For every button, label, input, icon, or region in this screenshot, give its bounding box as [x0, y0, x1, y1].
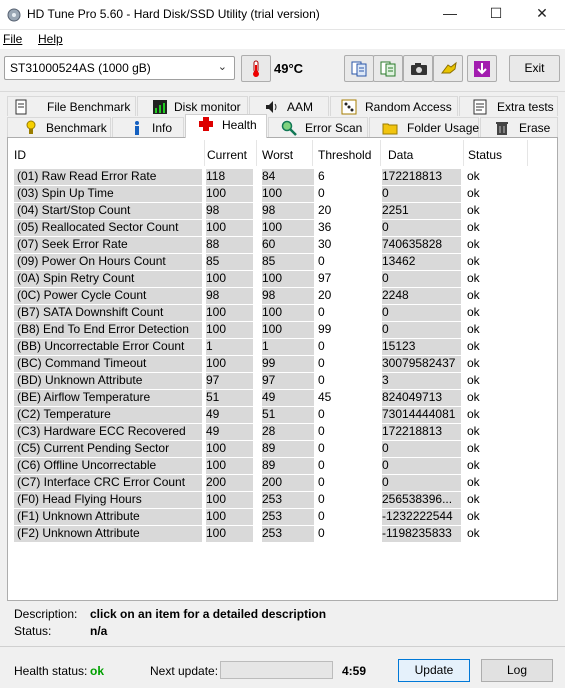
cell-current: 100	[206, 305, 253, 321]
menu-file[interactable]	[3, 32, 22, 46]
cell-current: 51	[206, 390, 253, 406]
cell-data: 30079582437	[382, 356, 461, 372]
cell-data: 0	[382, 305, 461, 321]
cell-worst: 100	[262, 305, 314, 321]
cell-worst: 60	[262, 237, 314, 253]
header-current[interactable]: Current	[207, 148, 248, 162]
copy-info-button[interactable]	[344, 55, 374, 82]
cell-data: 0	[382, 441, 461, 457]
cell-status: ok	[467, 339, 480, 353]
tab-label: Folder Usage	[407, 121, 480, 135]
cell-threshold: 0	[318, 526, 325, 540]
table-row[interactable]	[8, 253, 557, 270]
table-row[interactable]	[8, 372, 557, 389]
save-icon	[473, 60, 491, 78]
cell-data: 824049713	[382, 390, 461, 406]
cell-status: ok	[467, 390, 480, 404]
cell-worst: 89	[262, 458, 314, 474]
cell-current: 100	[206, 220, 253, 236]
table-row[interactable]	[8, 491, 557, 508]
cell-id: (B7) SATA Downshift Count	[14, 305, 202, 321]
cell-worst: 253	[262, 492, 314, 508]
cell-threshold: 30	[318, 237, 332, 251]
temperature-value: 49°C	[274, 61, 304, 76]
cell-status: ok	[467, 322, 480, 336]
cell-data: 256538396...	[382, 492, 461, 508]
benchmark-icon	[23, 120, 39, 136]
cell-status: ok	[467, 356, 480, 370]
cell-status: ok	[467, 237, 480, 251]
cell-status: ok	[467, 492, 480, 506]
cell-worst: 99	[262, 356, 314, 372]
disk-monitor-icon	[152, 99, 168, 115]
cell-status: ok	[467, 220, 480, 234]
screenshot-button[interactable]	[403, 55, 433, 82]
description-label: Description:	[14, 607, 78, 621]
cell-status: ok	[467, 458, 480, 472]
drive-select[interactable]	[4, 56, 235, 80]
cell-threshold: 0	[318, 458, 325, 472]
random-access-icon	[341, 99, 357, 115]
cell-id: (B8) End To End Error Detection	[14, 322, 202, 338]
cell-data: -1232222544	[382, 509, 461, 525]
cell-data: 73014444081	[382, 407, 461, 423]
exit-button[interactable]: Exit	[509, 55, 560, 82]
cell-data: 3	[382, 373, 461, 389]
tab-label: Info	[152, 121, 173, 135]
close-button[interactable]: ✕	[536, 5, 548, 21]
status-label: Status:	[14, 624, 52, 638]
cell-worst: 100	[262, 220, 314, 236]
cell-status: ok	[467, 186, 480, 200]
cell-threshold: 0	[318, 407, 325, 421]
cell-id: (C2) Temperature	[14, 407, 202, 423]
cell-threshold: 0	[318, 339, 325, 353]
cell-worst: 98	[262, 203, 314, 219]
cell-current: 100	[206, 322, 253, 338]
cell-threshold: 0	[318, 475, 325, 489]
cell-threshold: 36	[318, 220, 332, 234]
file-benchmark-icon	[13, 99, 29, 115]
table-row[interactable]	[8, 168, 557, 185]
app-icon	[7, 8, 21, 22]
cell-id: (BB) Uncorrectable Error Count	[14, 339, 202, 355]
cell-threshold: 0	[318, 424, 325, 438]
table-row[interactable]	[8, 270, 557, 287]
table-row[interactable]	[8, 525, 557, 542]
cell-threshold: 0	[318, 492, 325, 506]
cell-data: 2251	[382, 203, 461, 219]
table-header	[8, 138, 557, 168]
copy-text-icon	[380, 61, 398, 77]
cell-threshold: 0	[318, 356, 325, 370]
header-data[interactable]: Data	[388, 148, 414, 162]
cell-current: 100	[206, 509, 253, 525]
table-row[interactable]	[8, 440, 557, 457]
cell-data: -1198235833	[382, 526, 461, 542]
column-divider	[463, 140, 464, 166]
speaker-icon	[264, 99, 280, 115]
menu-help-label: Help	[38, 32, 63, 46]
column-divider	[380, 140, 381, 166]
cell-data: 15123	[382, 339, 461, 355]
trash-icon	[494, 120, 510, 136]
cell-current: 98	[206, 288, 253, 304]
table-row[interactable]	[8, 355, 557, 372]
tab-file-benchmark[interactable]	[7, 96, 136, 116]
cell-id: (01) Raw Read Error Rate	[14, 169, 202, 185]
cell-status: ok	[467, 305, 480, 319]
cell-current: 100	[206, 186, 253, 202]
cell-data: 0	[382, 458, 461, 474]
health-status-label: Health status:	[14, 664, 88, 678]
minimize-button[interactable]: —	[443, 5, 457, 21]
magnifier-icon	[281, 120, 297, 136]
cell-id: (07) Seek Error Rate	[14, 237, 202, 253]
cell-status: ok	[467, 441, 480, 455]
tab-label: Random Access	[365, 100, 452, 114]
cell-worst: 100	[262, 186, 314, 202]
cell-data: 0	[382, 186, 461, 202]
tab-label: Benchmark	[46, 121, 107, 135]
copy-info-icon	[351, 61, 369, 77]
cell-id: (BC) Command Timeout	[14, 356, 202, 372]
cell-data: 172218813	[382, 424, 461, 440]
cell-id: (C7) Interface CRC Error Count	[14, 475, 202, 491]
tab-folder-usage[interactable]	[369, 117, 479, 137]
cell-worst: 28	[262, 424, 314, 440]
cell-data: 0	[382, 475, 461, 491]
table-row[interactable]	[8, 236, 557, 253]
cell-current: 100	[206, 458, 253, 474]
cell-threshold: 0	[318, 373, 325, 387]
table-row[interactable]	[8, 338, 557, 355]
update-button[interactable]: Update	[398, 659, 470, 682]
cell-status: ok	[467, 509, 480, 523]
table-row[interactable]	[8, 202, 557, 219]
cell-current: 100	[206, 492, 253, 508]
tab-erase[interactable]	[480, 117, 558, 137]
header-id[interactable]: ID	[14, 148, 26, 162]
cell-data: 740635828	[382, 237, 461, 253]
cell-worst: 100	[262, 271, 314, 287]
cell-current: 98	[206, 203, 253, 219]
folder-icon	[382, 120, 398, 136]
cell-id: (BD) Unknown Attribute	[14, 373, 202, 389]
menu-file-label: File	[3, 32, 23, 46]
tab-error-scan[interactable]	[268, 117, 368, 137]
cell-status: ok	[467, 169, 480, 183]
column-divider	[204, 140, 205, 166]
cell-worst: 100	[262, 322, 314, 338]
cell-worst: 85	[262, 254, 314, 270]
log-button[interactable]: Log	[481, 659, 553, 682]
cell-status: ok	[467, 271, 480, 285]
table-row[interactable]	[8, 406, 557, 423]
cell-data: 0	[382, 271, 461, 287]
toolbar	[0, 50, 565, 92]
temperature-button[interactable]	[241, 55, 271, 82]
next-update-label: Next update:	[150, 664, 219, 678]
cell-current: 118	[206, 169, 253, 185]
cell-status: ok	[467, 288, 480, 302]
cell-worst: 1	[262, 339, 314, 355]
cell-threshold: 97	[318, 271, 332, 285]
health-status-value: ok	[90, 664, 105, 678]
table-row[interactable]	[8, 423, 557, 440]
table-row[interactable]	[8, 304, 557, 321]
cell-worst: 51	[262, 407, 314, 423]
cell-threshold: 20	[318, 288, 332, 302]
tab-aam[interactable]	[249, 96, 329, 116]
tab-label: Disk monitor	[174, 100, 241, 114]
tab-info[interactable]	[112, 117, 184, 137]
cell-id: (09) Power On Hours Count	[14, 254, 202, 270]
table-row[interactable]	[8, 185, 557, 202]
cell-worst: 253	[262, 509, 314, 525]
extra-tests-icon	[472, 99, 488, 115]
cell-worst: 84	[262, 169, 314, 185]
cell-current: 1	[206, 339, 253, 355]
tab-label: Erase	[519, 121, 551, 135]
column-divider	[312, 140, 313, 166]
tab-label: File Benchmark	[47, 100, 131, 114]
cell-worst: 253	[262, 526, 314, 542]
table-row[interactable]	[8, 321, 557, 338]
cell-status: ok	[467, 373, 480, 387]
cell-current: 100	[206, 441, 253, 457]
table-row[interactable]	[8, 389, 557, 406]
cell-current: 49	[206, 424, 253, 440]
tab-label: Health	[222, 118, 257, 132]
options-icon	[440, 61, 458, 77]
cell-current: 97	[206, 373, 253, 389]
cell-threshold: 0	[318, 186, 325, 200]
cell-id: (F0) Head Flying Hours	[14, 492, 202, 508]
cell-id: (C5) Current Pending Sector	[14, 441, 202, 457]
cell-threshold: 20	[318, 203, 332, 217]
cell-data: 172218813	[382, 169, 461, 185]
thermometer-icon	[247, 60, 265, 78]
cell-id: (F1) Unknown Attribute	[14, 509, 202, 525]
table-row[interactable]	[8, 508, 557, 525]
cell-threshold: 0	[318, 509, 325, 523]
table-row[interactable]	[8, 457, 557, 474]
cell-threshold: 99	[318, 322, 332, 336]
cell-threshold: 6	[318, 169, 325, 183]
tab-disk-monitor[interactable]	[137, 96, 248, 116]
table-row[interactable]	[8, 474, 557, 491]
cell-worst: 200	[262, 475, 314, 491]
cell-current: 100	[206, 271, 253, 287]
cell-status: ok	[467, 424, 480, 438]
cell-data: 2248	[382, 288, 461, 304]
cell-id: (03) Spin Up Time	[14, 186, 202, 202]
info-icon	[129, 120, 145, 136]
cell-current: 100	[206, 526, 253, 542]
tab-label: Extra tests	[497, 100, 554, 114]
copy-text-button[interactable]	[373, 55, 403, 82]
title-bar	[0, 0, 565, 30]
cell-id: (0C) Power Cycle Count	[14, 288, 202, 304]
window-title: HD Tune Pro 5.60 - Hard Disk/SSD Utility (trial version)	[27, 7, 320, 21]
maximize-button[interactable]: ☐	[489, 5, 503, 21]
tab-benchmark[interactable]	[7, 117, 111, 137]
health-cross-icon	[198, 116, 214, 132]
description-text: click on an item for a detailed description	[90, 607, 327, 621]
tab-label: AAM	[287, 100, 314, 114]
countdown-timer: 4:59	[342, 664, 367, 678]
tab-extra-tests[interactable]	[459, 96, 558, 116]
cell-status: ok	[467, 254, 480, 268]
column-divider	[527, 140, 528, 166]
tab-label: Error Scan	[305, 121, 363, 135]
cell-current: 100	[206, 356, 253, 372]
cell-data: 0	[382, 322, 461, 338]
footer-divider	[0, 646, 565, 647]
cell-status: ok	[467, 407, 480, 421]
cell-status: ok	[467, 203, 480, 217]
cell-current: 85	[206, 254, 253, 270]
cell-threshold: 45	[318, 390, 332, 404]
cell-id: (C6) Offline Uncorrectable	[14, 458, 202, 474]
tab-random-access[interactable]	[330, 96, 458, 116]
cell-status: ok	[467, 526, 480, 540]
cell-worst: 97	[262, 373, 314, 389]
column-divider	[256, 140, 257, 166]
header-threshold[interactable]: Threshold	[318, 148, 372, 162]
cell-worst: 89	[262, 441, 314, 457]
tab-health[interactable]	[185, 114, 267, 138]
camera-icon	[410, 61, 428, 77]
cell-current: 88	[206, 237, 253, 253]
cell-id: (04) Start/Stop Count	[14, 203, 202, 219]
cell-threshold: 0	[318, 305, 325, 319]
cell-threshold: 0	[318, 441, 325, 455]
cell-worst: 49	[262, 390, 314, 406]
cell-worst: 98	[262, 288, 314, 304]
cell-current: 49	[206, 407, 253, 423]
cell-current: 200	[206, 475, 253, 491]
menu-bar	[0, 30, 565, 50]
table-row[interactable]	[8, 219, 557, 236]
cell-data: 0	[382, 220, 461, 236]
drive-select-value: ST31000524AS (1000 gB)	[10, 61, 151, 75]
cell-id: (BE) Airflow Temperature	[14, 390, 202, 406]
header-status[interactable]: Status	[468, 148, 503, 162]
status-value: n/a	[90, 624, 108, 638]
menu-help[interactable]	[38, 32, 63, 46]
chevron-down-icon: ⌄	[217, 61, 227, 73]
health-table[interactable]	[7, 137, 558, 601]
table-row[interactable]	[8, 287, 557, 304]
cell-id: (0A) Spin Retry Count	[14, 271, 202, 287]
header-worst[interactable]: Worst	[262, 148, 294, 162]
cell-id: (C3) Hardware ECC Recovered	[14, 424, 202, 440]
next-update-progress	[220, 661, 333, 679]
cell-id: (F2) Unknown Attribute	[14, 526, 202, 542]
cell-threshold: 0	[318, 254, 325, 268]
cell-data: 13462	[382, 254, 461, 270]
cell-id: (05) Reallocated Sector Count	[14, 220, 202, 236]
save-button[interactable]	[467, 55, 497, 82]
options-button[interactable]	[433, 55, 463, 82]
cell-status: ok	[467, 475, 480, 489]
